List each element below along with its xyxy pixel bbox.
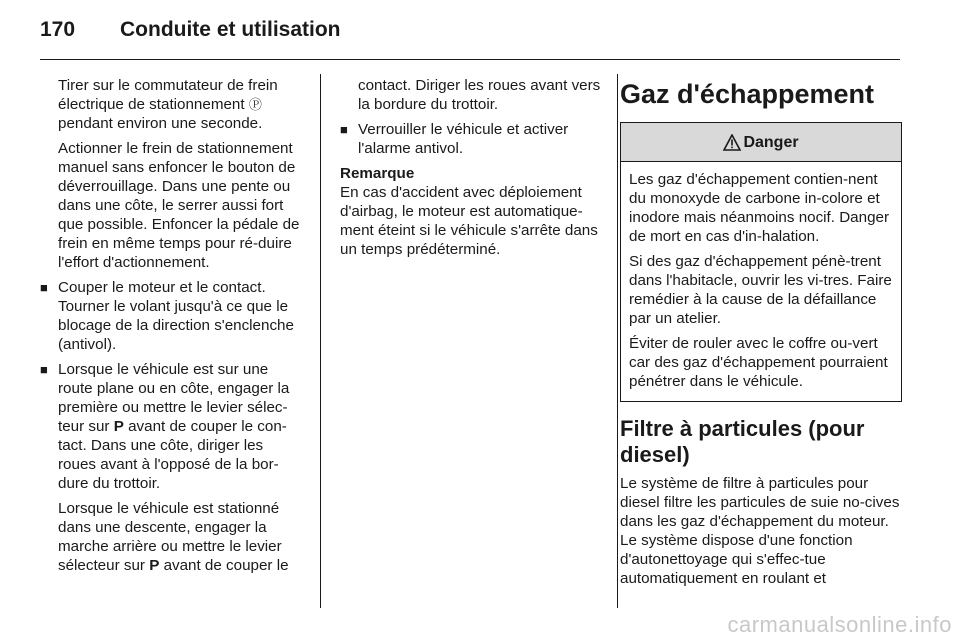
column-3 (620, 76, 902, 594)
page-title: Conduite et utilisation (120, 18, 341, 41)
danger-paragraph: Éviter de rouler avec le coffre ou-vert car des gaz d'échappement pourraient pénétrer dans le véhicule. (629, 335, 888, 390)
warning-triangle-icon (723, 134, 741, 151)
section-heading-particle-filter: Filtre à particules (pour diesel) (620, 416, 865, 467)
note-text: En cas d'accident avec déploiement d'airbag, le moteur est automatique-ment éteint si le véhicule s'arrête dans un temps prédéterminé. (340, 184, 598, 258)
danger-header (621, 123, 901, 162)
paragraph-particle-filter: Le système de filtre à particules pour diesel filtre les particules de suie no-cives dans les gaz d'échappement du moteur. Le système dispose d'une fonction d'autonettoyage qui s'effec-tue automatiquement en roulant et (620, 475, 900, 587)
header-divider (40, 59, 900, 60)
watermark: carmanualsonline.info (727, 612, 952, 637)
paragraph-continued: contact. Diriger les roues avant vers la bordure du trottoir. (358, 77, 601, 113)
column-divider-1 (320, 74, 321, 608)
column-divider-2 (617, 74, 618, 608)
bullet-icon: ■ (40, 362, 48, 377)
bullet-icon: ■ (40, 280, 48, 295)
danger-title: Danger (743, 133, 799, 151)
danger-paragraph: Si des gaz d'échappement pénè-trent dans l'habitacle, ouvrir les vi-tres. Faire remédier à la cause de la défaillance par un atelier. (629, 253, 892, 327)
list-item: ■ Lorsque le véhicule est sur une route plane ou en côte, engager la première ou mettre le levier sélec-teur sur P avant de couper le con-tact. Dans une côte, diriger les roues avant à l'opposé de la bor-dure du trottoir. (40, 361, 290, 492)
paragraph-parking-switch: Tirer sur le commutateur de frein électrique de stationnement Ⓟ pendant environ une seconde. (58, 77, 278, 132)
paragraph-downhill: Lorsque le véhicule est stationné dans une descente, engager la marche arrière ou mettre le levier sélecteur sur P avant de couper le (58, 500, 289, 574)
section-heading-exhaust: Gaz d'échappement (620, 79, 874, 109)
note-title: Remarque (340, 165, 415, 182)
list-item: ■ Verrouiller le véhicule et activer l'alarme antivol. (340, 121, 569, 157)
page-header (40, 18, 341, 48)
parking-brake-icon: Ⓟ (248, 97, 262, 112)
danger-body (621, 162, 901, 401)
danger-box (620, 122, 902, 402)
danger-paragraph: Les gaz d'échappement contien-nent du monoxyde de carbone in-colore et inodore mais néanmoins nocif. Danger de mort en cas d'in-halation. (629, 171, 890, 245)
column-2 (340, 76, 602, 265)
column-1 (40, 76, 302, 581)
bullet-icon: ■ (340, 122, 348, 137)
list-item: ■ Couper le moteur et le contact. Tourner le volant jusqu'à ce que le blocage de la direction s'enclenche (antivol). (40, 279, 294, 353)
paragraph-manual-brake: Actionner le frein de stationnement manuel sans enfoncer le bouton de déverrouillage. Dans une pente ou dans une côte, le serrer aussi fort que possible. Enfoncer la pédale de frein en même temps pour ré-duire l'effort d'actionnement. (58, 140, 300, 271)
page-number: 170 (40, 18, 76, 41)
